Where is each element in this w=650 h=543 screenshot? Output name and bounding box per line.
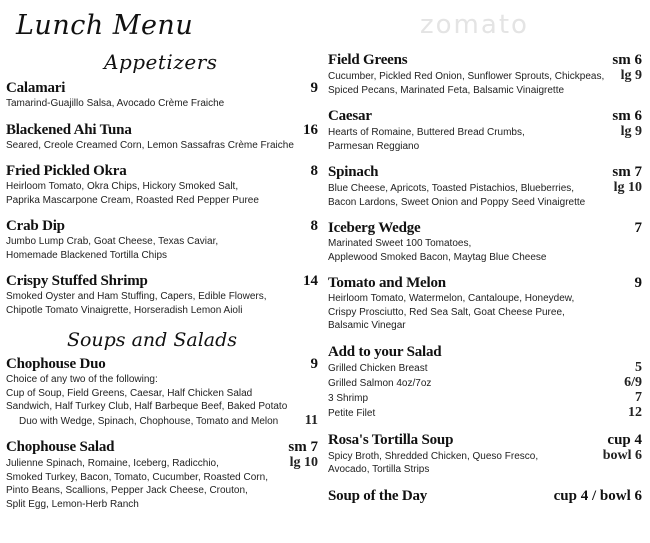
menu-item	[6, 80, 318, 111]
menu-item-price: 14	[303, 273, 318, 289]
description-text: Smoked Turkey, Bacon, Tomato, Cucumber, Roasted Corn,	[6, 471, 268, 483]
menu-item-header	[328, 488, 642, 505]
menu-item-description	[6, 484, 318, 498]
menu-item-header	[6, 356, 318, 373]
menu-item-name: Field Greens	[328, 52, 408, 68]
menu-item-description	[328, 463, 642, 477]
menu-item	[328, 432, 642, 477]
menu-item-description	[6, 456, 318, 471]
menu-item	[328, 164, 642, 209]
menu-item-description	[6, 290, 318, 304]
menu-item-price: sm 7	[612, 164, 642, 180]
menu-item-price: 9	[310, 80, 318, 96]
description-text: Balsamic Vinegar	[328, 320, 406, 331]
menu-item	[328, 108, 642, 153]
menu-item-description	[328, 391, 642, 406]
right-column	[328, 52, 642, 516]
menu-item-description	[328, 376, 642, 391]
menu-item-description	[328, 84, 642, 98]
menu-item-header	[6, 122, 318, 139]
menu-item-header	[6, 218, 318, 235]
menu-item-description	[6, 498, 318, 512]
description-text: Homemade Blackened Tortilla Chips	[6, 249, 168, 261]
menu-item-price: 8	[310, 163, 318, 179]
menu-item-header	[6, 439, 318, 456]
description-text: Chipotle Tomato Vinaigrette, Horseradish Lemon Aioli	[6, 304, 243, 316]
menu-item-name: Chophouse Duo	[6, 356, 106, 372]
menu-item-header	[328, 344, 642, 361]
description-text: Parmesan Reggiano	[328, 140, 420, 152]
menu-item-description	[328, 449, 642, 464]
menu-item-header	[6, 80, 318, 97]
menu-item-name: Calamari	[6, 80, 66, 96]
description-text: Cup of Soup, Field Greens, Caesar, Half Chicken Salad	[6, 387, 253, 399]
description-text: Seared, Creole Creamed Corn, Lemon Sassafras Crème Fraiche	[6, 139, 294, 151]
description-text: Split Egg, Lemon-Herb Ranch	[6, 498, 139, 510]
description-text: Tamarind-Guajillo Salsa, Avocado Crème Fraiche	[6, 98, 225, 109]
menu-item-description	[6, 373, 318, 387]
description-text: Duo with Wedge, Spinach, Chophouse, Tomato and Melon	[19, 415, 279, 427]
line-price: 12	[628, 404, 642, 420]
soups-salads-heading: Soups and Salads	[66, 329, 238, 351]
description-text: Grilled Salmon 4oz/7oz	[328, 377, 432, 389]
menu-item-description	[6, 400, 318, 414]
menu-item-name: Iceberg Wedge	[328, 220, 421, 236]
menu-item	[328, 344, 642, 421]
menu-item-name: Spinach	[328, 164, 379, 180]
appetizers-heading: Appetizers	[104, 50, 218, 74]
menu-item-description	[6, 304, 318, 318]
description-text: Avocado, Tortilla Strips	[328, 464, 430, 475]
description-text: Sandwich, Half Turkey Club, Half Barbeque Beef, Baked Potato	[6, 401, 288, 412]
menu-item	[328, 52, 642, 97]
menu-item-description	[328, 181, 642, 196]
menu-item-description	[6, 249, 318, 263]
menu-item-header	[328, 52, 642, 69]
description-text: Smoked Oyster and Ham Stuffing, Capers, Edible Flowers,	[6, 291, 267, 302]
line-price: 7	[635, 389, 642, 405]
menu-item-price: 7	[634, 220, 642, 236]
menu-item-header	[328, 220, 642, 237]
menu-item-header	[328, 108, 642, 125]
description-text: Spiced Pecans, Marinated Feta, Balsamic Vinaigrette	[328, 84, 565, 96]
line-price: lg 9	[620, 124, 642, 139]
menu-item-name: Tomato and Melon	[328, 275, 446, 291]
salads-soups-list	[328, 52, 642, 505]
menu-item-name: Soup of the Day	[328, 487, 428, 504]
menu-item	[6, 122, 318, 153]
description-text: Jumbo Lump Crab, Goat Cheese, Texas Caviar,	[6, 236, 219, 247]
menu-item-description	[328, 406, 642, 421]
menu-item	[328, 275, 642, 333]
description-text: Spicy Broth, Shredded Chicken, Queso Fresco,	[328, 450, 539, 462]
menu-item-price: cup 4	[607, 431, 642, 448]
description-text: Heirloom Tomato, Okra Chips, Hickory Smoked Salt,	[6, 181, 239, 192]
description-text: 3 Shrimp	[328, 392, 369, 404]
menu-item-price: cup 4 / bowl 6	[553, 487, 642, 504]
menu-item-name: Chophouse Salad	[6, 439, 115, 455]
menu-item-description	[328, 237, 642, 251]
menu-item-header	[328, 275, 642, 292]
menu-item-name: Add to your Salad	[328, 343, 442, 360]
menu-item-description	[328, 196, 642, 210]
line-price: lg 10	[289, 455, 318, 470]
description-text: Julienne Spinach, Romaine, Iceberg, Radicchio,	[6, 458, 219, 469]
menu-item	[328, 220, 642, 264]
menu-item-description	[328, 319, 642, 333]
menu-item-description	[328, 140, 642, 154]
menu-item-description	[6, 235, 318, 249]
menu-item-name: Crispy Stuffed Shrimp	[6, 273, 148, 289]
description-text: Crispy Prosciutto, Red Sea Salt, Goat Cheese Puree,	[328, 306, 565, 318]
menu-item-description	[6, 97, 318, 111]
menu-item	[328, 488, 642, 505]
watermark: zomato	[420, 10, 529, 40]
line-price: bowl 6	[602, 447, 642, 463]
description-text: Cucumber, Pickled Red Onion, Sunflower Sprouts, Chickpeas,	[328, 71, 605, 82]
description-text: Marinated Sweet 100 Tomatoes,	[328, 238, 472, 249]
menu-item-price: 9	[634, 275, 642, 291]
menu-item-name: Caesar	[328, 108, 372, 124]
menu-item-header	[328, 164, 642, 181]
description-text: Applewood Smoked Bacon, Maytag Blue Cheese	[328, 251, 547, 263]
menu-item-description	[328, 125, 642, 140]
menu-item-name: Fried Pickled Okra	[6, 163, 127, 179]
left-column	[6, 80, 318, 522]
appetizers-list	[6, 80, 318, 317]
menu-item	[6, 273, 318, 317]
menu-title: Lunch Menu	[16, 10, 194, 41]
menu-item-description	[6, 471, 318, 485]
line-price: lg 10	[613, 180, 642, 195]
menu-item-name: Rosa's Tortilla Soup	[328, 431, 454, 448]
menu-item-description	[6, 194, 318, 208]
menu-item-description	[328, 292, 642, 306]
line-price: 6/9	[624, 374, 642, 390]
description-text: Paprika Mascarpone Cream, Roasted Red Pepper Puree	[6, 194, 259, 206]
menu-item-price: 16	[303, 121, 318, 138]
menu-item-description	[6, 414, 318, 429]
menu-item-name: Blackened Ahi Tuna	[6, 121, 132, 138]
line-price: lg 9	[620, 68, 642, 83]
menu-item-description	[328, 361, 642, 376]
menu-item-header	[328, 432, 642, 449]
menu-item-header	[6, 163, 318, 180]
menu-item-description	[328, 251, 642, 265]
menu-item	[6, 163, 318, 207]
menu-item	[6, 439, 318, 511]
description-text: Hearts of Romaine, Buttered Bread Crumbs,	[328, 127, 525, 138]
description-text: Heirloom Tomato, Watermelon, Cantaloupe, Honeydew,	[328, 293, 575, 304]
menu-item-price: sm 6	[612, 108, 642, 124]
line-price: 5	[635, 359, 642, 375]
description-text: Pinto Beans, Scallions, Pepper Jack Cheese, Crouton,	[6, 485, 248, 496]
menu-item-price: sm 6	[612, 52, 642, 68]
menu-item-header	[6, 273, 318, 290]
menu-item	[6, 356, 318, 428]
soups-salads-list	[6, 356, 318, 511]
menu-item	[6, 218, 318, 262]
menu-item-description	[6, 180, 318, 194]
menu-item-price: 9	[310, 356, 318, 372]
menu-item-description	[6, 387, 318, 401]
menu-item-description	[328, 306, 642, 320]
description-text: Blue Cheese, Apricots, Toasted Pistachios, Blueberries,	[328, 183, 575, 194]
description-text: Petite Filet	[328, 407, 376, 419]
menu-item-description	[328, 69, 642, 84]
menu-item-price: sm 7	[288, 439, 318, 455]
description-text: Bacon Lardons, Sweet Onion and Poppy Seed Vinaigrette	[328, 196, 586, 208]
menu-item-price: 8	[310, 218, 318, 234]
line-price: 11	[304, 412, 318, 428]
menu-item-name: Crab Dip	[6, 218, 65, 234]
menu-item-description	[6, 139, 318, 153]
description-text: Choice of any two of the following:	[6, 374, 158, 385]
description-text: Grilled Chicken Breast	[328, 362, 428, 374]
